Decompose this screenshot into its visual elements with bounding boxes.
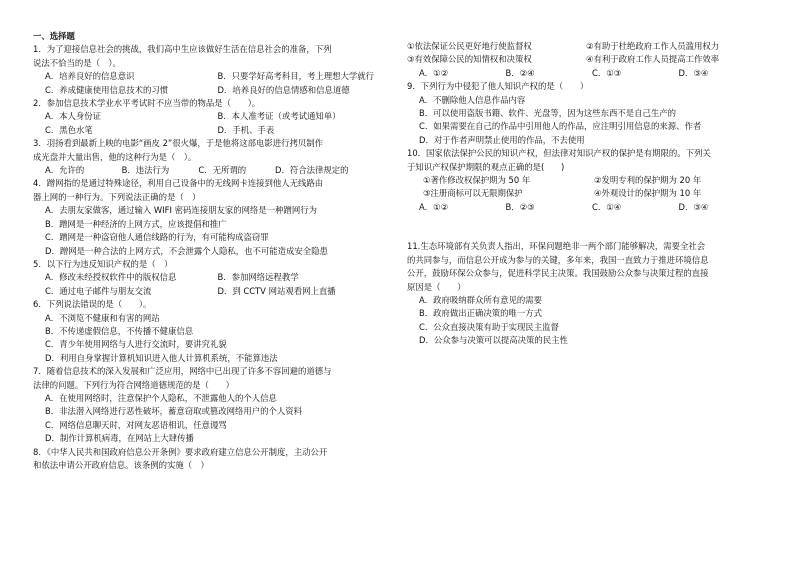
option-a: A．不浏览不健康和有害的网站 xyxy=(45,312,160,323)
left-column xyxy=(33,30,390,472)
statement-4: ④外观设计的保护期为 10 年 xyxy=(594,188,702,199)
option-d: D．制作计算机病毒，在网站上大肆传播 xyxy=(45,433,194,444)
statement-4: ④有利于政府工作人员提高工作效率 xyxy=(586,54,720,65)
option-a: A．①② xyxy=(419,67,449,78)
option-a: A．修改未经授权软件中的版权信息 xyxy=(45,272,177,283)
option-b: B．不传递虚假信息，不传播不健康信息 xyxy=(45,325,194,336)
option-c: C．①④ xyxy=(592,201,622,212)
question-stem: 说法不恰当的是（ ）。 xyxy=(33,57,121,68)
option-c: C．网络信息聊天时，对网友恶语相讥，任意谩骂 xyxy=(45,419,227,430)
statement-3: ③有效保障公民的知情权和决策权 xyxy=(407,54,532,65)
question-5 xyxy=(33,258,390,298)
option-b: B．违法行为 xyxy=(121,165,170,176)
question-stem: 6．下列说法错误的是（ ）。 xyxy=(33,299,152,310)
option-a: A．①② xyxy=(419,201,449,212)
question-stem: 的共同参与，而信息公开成为参与的关键，多年来，我国一直致力于推进环境信息 xyxy=(407,254,709,265)
option-a: A．培养良好的信息意识 xyxy=(45,71,135,82)
question-stem: 原因是（ ） xyxy=(407,281,466,292)
option-b: B．本人准考证（或考试通知单） xyxy=(217,111,341,122)
right-column xyxy=(407,40,765,348)
statement-3: ③注册商标可以无限期保护 xyxy=(423,188,523,199)
question-stem: 2．参加信息技术学业水平考试时不应当带的物品是（ ）。 xyxy=(33,98,261,109)
option-d: D．对于作者声明禁止使用的作品，不去使用 xyxy=(419,134,585,145)
option-b: B．非法潜入网络进行恶性破坏，蓄意窃取或篡改网络用户的个人资料 xyxy=(45,406,302,417)
option-b: B．只要学好高考科目，考上理想大学就行 xyxy=(217,71,374,82)
question-stem: 4．蹭网指的是通过特殊途径，利用自己设备中的无线网卡连接到他人无线路由 xyxy=(33,178,324,189)
option-a: A．在使用网络时，注意保护个人隐私，不泄露他人的个人信息 xyxy=(45,392,277,403)
option-d: D．到 CCTV 网站观看网上直播 xyxy=(217,285,336,296)
option-d: D．③④ xyxy=(678,201,709,212)
option-d: D．③④ xyxy=(678,67,709,78)
question-1 xyxy=(33,43,390,97)
question-8-continued xyxy=(407,40,765,80)
question-9 xyxy=(407,80,765,147)
option-c: C．养成健康使用信息技术的习惯 xyxy=(45,84,169,95)
question-10 xyxy=(407,147,765,214)
option-c: C．通过电子邮件与朋友交流 xyxy=(45,285,152,296)
statement-2: ②发明专利的保护期为 20 年 xyxy=(594,175,702,186)
question-2 xyxy=(33,97,390,137)
question-stem: 公开，鼓励环保公众参与，促进科学民主决策。我国鼓励公众参与决策过程的直接 xyxy=(407,268,709,279)
option-c: C．蹭网是一种盗窃他人通信线路的行为，有可能构成盗窃罪 xyxy=(45,232,269,243)
question-stem: 于知识产权保护期限的观点正确的是( ) xyxy=(407,161,565,172)
option-a: A．本人身份证 xyxy=(45,111,101,122)
option-c: C．黑色水笔 xyxy=(45,124,93,135)
option-a: A．允许的 xyxy=(45,165,85,176)
spacer xyxy=(407,214,765,240)
question-stem: 1．为了迎接信息社会的挑战，我们高中生应该做好生活在信息社会的准备，下列 xyxy=(33,44,332,55)
question-stem: 9．下列行为中侵犯了他人知识产权的是（ ） xyxy=(407,81,589,92)
question-11 xyxy=(407,240,765,347)
option-b: B．参加网络远程教学 xyxy=(217,272,299,283)
option-b: B．②③ xyxy=(505,201,535,212)
question-7 xyxy=(33,365,390,445)
question-stem: 7．随着信息技术的深入发展和广泛应用，网络中已出现了许多不容回避的道德与 xyxy=(33,366,332,377)
statement-1: ①依法保证公民更好地行使监督权 xyxy=(407,41,532,51)
option-b: B．政府做出正确决策的唯一方式 xyxy=(419,308,542,319)
question-stem: 10．国家依法保护公民的知识产权，但法律对知识产权的保护是有期限的。下列关 xyxy=(407,148,711,159)
option-a: A．不删除他人信息作品内容 xyxy=(419,94,526,105)
statement-1: ①著作修改权保护期为 50 年 xyxy=(423,175,531,186)
question-stem: 8．《中华人民共和国政府信息公开条例》要求政府建立信息公开制度，主动公开 xyxy=(33,446,328,457)
option-c: C．无所谓的 xyxy=(198,165,247,176)
option-d: D．培养良好的信息情感和信息道德 xyxy=(217,84,350,95)
option-c: C．公众直接决策有助于实现民主监督 xyxy=(419,321,559,332)
option-b: B．可以使用盗版书籍、软件、光盘等，因为这些东西不是自己生产的 xyxy=(419,108,676,119)
question-6 xyxy=(33,298,390,365)
option-d: D．利用自身掌握计算机知识进入他人计算机系统，不能算违法 xyxy=(45,352,278,363)
question-8 xyxy=(33,446,390,473)
question-3 xyxy=(33,137,390,177)
option-b: B．②④ xyxy=(505,67,535,78)
question-stem: 法律的问题。下列行为符合网络道德规范的是（ ） xyxy=(33,379,234,390)
question-stem: 11.生态环境部有关负责人指出，环保问题绝非一两个部门能够解决，需要全社会 xyxy=(407,241,706,252)
question-4 xyxy=(33,177,390,257)
option-c: C．如果需要在自己的作品中引用他人的作品，应注明引用信息的来源、作者 xyxy=(419,121,702,132)
option-c: C．青少年使用网络与人进行交流时，要讲究礼貌 xyxy=(45,339,227,350)
option-a: A．政府吸纳群众所有意见的需要 xyxy=(419,294,542,305)
option-a: A．去朋友家做客，通过输入 WIFI 密码连接朋友家的网络是一种蹭网行为 xyxy=(45,205,317,216)
option-d: D．蹭网是一种合法的上网方式，不会泄露个人隐私，也不可能造成安全隐患 xyxy=(45,245,328,256)
option-b: B．蹭网是一种经济的上网方式，应该提倡和推广 xyxy=(45,218,227,229)
option-c: C．①③ xyxy=(592,67,622,78)
statement-2: ②有助于杜绝政府工作人员滥用权力 xyxy=(586,41,720,51)
option-d: D．符合法律规定的 xyxy=(275,165,349,176)
question-stem: 和依法申请公开政府信息。该条例的实施（ ） xyxy=(33,460,209,470)
question-stem: 5．以下行为违反知识产权的是（ ） xyxy=(33,258,173,269)
option-d: D．手机、手表 xyxy=(217,124,275,135)
question-stem: 3．羽扬看到最新上映的电影“画皮 2”很火爆，于是他将这部电影进行拷贝制作 xyxy=(33,138,323,149)
question-stem: 成光盘并大量出售，他的这种行为是（ ）。 xyxy=(33,151,197,162)
option-d: D．公众参与决策可以提高决策的民主性 xyxy=(419,335,568,346)
section-title: 一、选择题 xyxy=(33,31,75,41)
question-stem: 器上网的一种行为。下列说法正确的是（ ） xyxy=(33,191,201,202)
